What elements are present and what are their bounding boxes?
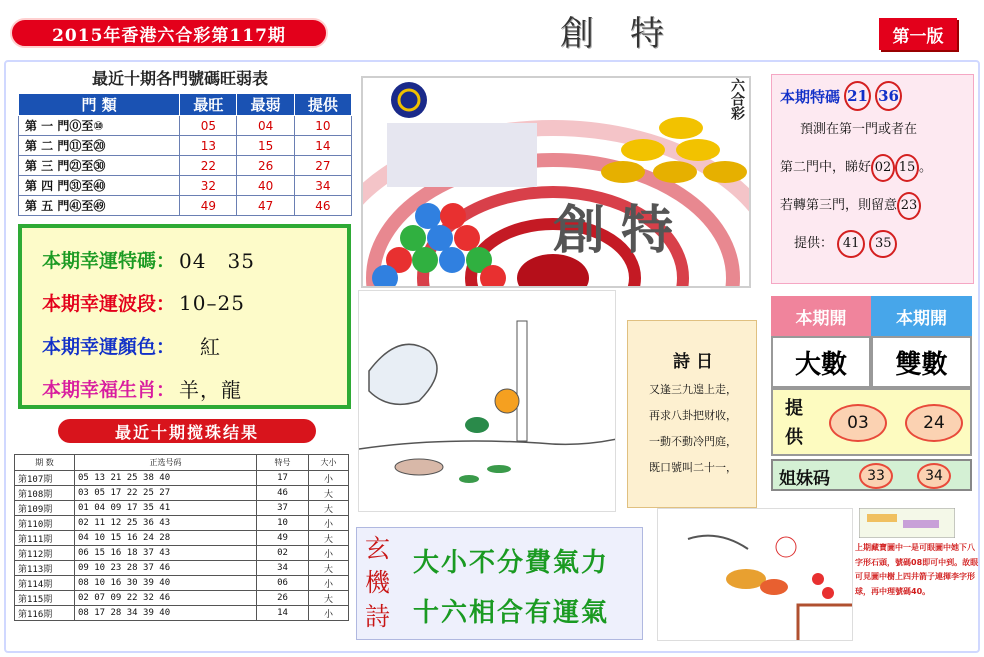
special-cell: 14 (257, 606, 309, 621)
lucky-row (42, 367, 347, 410)
mini-map (859, 508, 955, 538)
size-cell: 小 (309, 516, 349, 531)
logo-title: 創特 (553, 200, 690, 261)
nums-cell: 04 10 15 16 24 28 (75, 531, 257, 546)
table-row (15, 501, 349, 516)
col-header: 最旺 (180, 94, 237, 116)
min-cell: 15 (237, 136, 294, 156)
lucky-label: 本期幸運顏色： (42, 336, 176, 358)
special-num-small: 41 (837, 230, 865, 258)
brand-title: 創特 (560, 13, 700, 54)
lucky-label: 本期幸福生肖： (42, 379, 176, 401)
nums-cell: 02 11 12 25 36 43 (75, 516, 257, 531)
poem-line: 一動不動冷門庭， (649, 435, 737, 448)
door-cell: 第 二 門⑪至⑳ (19, 136, 180, 156)
sister-num: 33 (859, 463, 893, 489)
period-cell: 第116期 (15, 606, 75, 621)
results-table (14, 454, 349, 636)
max-cell: 49 (180, 196, 237, 216)
door-cell: 第 五 門㊶至㊾ (19, 196, 180, 216)
provide-box (771, 388, 972, 456)
nums-cell: 08 10 16 30 39 40 (75, 576, 257, 591)
size-cell: 大 (309, 531, 349, 546)
special-line: 若轉第三門，則留意 23 (780, 187, 965, 225)
shoreline (359, 439, 616, 449)
size-cell: 大 (309, 591, 349, 606)
period-cell: 第107期 (15, 471, 75, 486)
poem-title: 詩 日 (673, 352, 713, 372)
leaf (487, 465, 511, 473)
table-row (15, 471, 349, 486)
door-cell: 第 三 門㉑至㉚ (19, 156, 180, 176)
special-num-small: 35 (869, 230, 897, 258)
big-number-value: 大數 (771, 336, 871, 388)
treasure-illustration (657, 508, 853, 641)
leaf (459, 475, 479, 483)
max-cell: 13 (180, 136, 237, 156)
col-header: 特号 (257, 455, 309, 471)
flower (812, 573, 824, 585)
size-cell: 小 (309, 606, 349, 621)
table-row (15, 546, 349, 561)
period-cell: 第115期 (15, 591, 75, 606)
placeholder-box (387, 123, 537, 187)
max-cell: 22 (180, 156, 237, 176)
table-row (19, 136, 352, 156)
size-cell: 小 (309, 471, 349, 486)
ball (495, 389, 519, 413)
nums-cell: 08 17 28 34 39 40 (75, 606, 257, 621)
max-cell: 05 (180, 116, 237, 136)
lucky-box (18, 224, 351, 409)
special-header: 本期特碼 (780, 87, 841, 106)
pole (517, 321, 527, 441)
hk-jockey-logo (391, 82, 427, 118)
special-num: 21 (844, 81, 871, 111)
period-cell: 第110期 (15, 516, 75, 531)
special-num: 36 (875, 81, 902, 111)
treasure-scene (658, 509, 853, 641)
even-number-value: 雙數 (871, 336, 972, 388)
table-row (15, 606, 349, 621)
table-row (15, 576, 349, 591)
special-cell: 49 (257, 531, 309, 546)
table-row (15, 531, 349, 546)
special-cell: 46 (257, 486, 309, 501)
ball (776, 537, 796, 557)
provide-num: 24 (905, 404, 963, 442)
special-header-row (780, 81, 965, 111)
special-cell: 06 (257, 576, 309, 591)
table-row (19, 156, 352, 176)
strength-table (18, 93, 352, 215)
table-row (15, 486, 349, 501)
previous-hint-box (855, 508, 979, 643)
nums-cell: 05 13 21 25 38 40 (75, 471, 257, 486)
size-cell: 小 (309, 546, 349, 561)
nums-cell: 02 07 09 22 32 46 (75, 591, 257, 606)
sister-num: 34 (917, 463, 951, 489)
min-cell: 26 (237, 156, 294, 176)
special-line: 提供： 41 35 (780, 225, 965, 263)
table-row (15, 516, 349, 531)
provide-cell: 46 (294, 196, 351, 216)
provide-cell: 14 (294, 136, 351, 156)
col-header: 提供 (294, 94, 351, 116)
table-row (15, 591, 349, 606)
col-header: 期 数 (15, 455, 75, 471)
size-cell: 大 (309, 486, 349, 501)
period-cell: 第111期 (15, 531, 75, 546)
poem-line: 既口號叫二十一， (649, 461, 737, 474)
min-cell: 47 (237, 196, 294, 216)
strength-table-title: 最近十期各門號碼旺弱表 (91, 69, 268, 88)
special-code-panel (771, 74, 974, 284)
branch (688, 536, 748, 549)
table-row (19, 176, 352, 196)
poem-scroll (627, 320, 757, 508)
nums-cell: 09 10 23 28 37 46 (75, 561, 257, 576)
special-cell: 17 (257, 471, 309, 486)
special-cell: 34 (257, 561, 309, 576)
provide-cell: 34 (294, 176, 351, 196)
lucky-value: 羊，龍 (179, 378, 243, 402)
lucky-value: 04 35 (179, 249, 255, 273)
size-cell: 小 (309, 576, 349, 591)
door-cell: 第 四 門㉛至㊵ (19, 176, 180, 196)
door-cell: 第 一 門⓪至⑩ (19, 116, 180, 136)
results-title: 最近十期搅珠结果 (58, 419, 316, 443)
period-cell: 第109期 (15, 501, 75, 516)
rock (369, 344, 437, 404)
figure (726, 569, 766, 589)
mystic-side-label: 玄機詩 (365, 534, 391, 631)
size-cell: 大 (309, 561, 349, 576)
size-cell: 大 (309, 501, 349, 516)
lottery-name: 六合彩 (729, 78, 745, 120)
provide-label: 提供 (785, 398, 803, 448)
lucky-label: 本期幸運特碼： (42, 250, 176, 272)
lucky-value: 10–25 (179, 290, 245, 315)
poem-line: 再求八卦把财收， (649, 409, 737, 422)
period-cell: 第108期 (15, 486, 75, 501)
nums-cell: 03 05 17 22 25 27 (75, 486, 257, 501)
lucky-value: 紅 (179, 335, 222, 359)
nums-cell: 01 04 09 17 35 41 (75, 501, 257, 516)
sister-code-box (771, 459, 972, 491)
mystic-line: 大小不分費氣力 (413, 548, 610, 578)
min-cell: 40 (237, 176, 294, 196)
special-line: 第二門中，睇好 02 15 。 (780, 149, 965, 187)
special-num-small: 15 (895, 154, 919, 182)
special-num-small: 23 (897, 192, 921, 220)
big-small-panel (771, 296, 972, 491)
mystic-line: 十六相合有運氣 (413, 598, 610, 628)
col-header: 最弱 (237, 94, 294, 116)
special-cell: 02 (257, 546, 309, 561)
period-open-label: 本期開 (871, 296, 972, 336)
edition-badge: 第一版 (879, 18, 957, 50)
special-cell: 10 (257, 516, 309, 531)
period-cell: 第113期 (15, 561, 75, 576)
special-line: 預測在第一門或者在 (800, 122, 918, 137)
min-cell: 04 (237, 116, 294, 136)
special-num-small: 02 (871, 154, 895, 182)
provide-cell: 10 (294, 116, 351, 136)
table-row (19, 196, 352, 216)
crab-scene (359, 291, 616, 512)
crab-illustration (358, 290, 616, 512)
poem-line: 又逢三九遑上走， (649, 383, 737, 396)
mystic-poem-box (356, 527, 643, 640)
nums-cell: 06 15 16 18 37 43 (75, 546, 257, 561)
sister-label: 姐妹码 (779, 469, 830, 489)
period-cell: 第114期 (15, 576, 75, 591)
fence (798, 605, 853, 641)
hint-text: 上期藏寶圖中一是可眼圖中她下八字形石頭，號碼08即可中到。故眼可見圖中樹上四井箭子連揮李字形球，再中理號碼40。 (855, 543, 979, 596)
crab (465, 417, 489, 433)
stone (395, 459, 443, 475)
col-header: 正选号码 (75, 455, 257, 471)
table-row (15, 561, 349, 576)
flower (822, 587, 834, 599)
col-header: 門 類 (19, 94, 180, 116)
figure (760, 579, 788, 595)
period-open-label: 本期開 (771, 296, 871, 336)
special-cell: 26 (257, 591, 309, 606)
table-row (19, 116, 352, 136)
lucky-label: 本期幸運波段： (42, 293, 176, 315)
provide-cell: 27 (294, 156, 351, 176)
lucky-row (42, 324, 347, 367)
lucky-row (42, 238, 347, 281)
special-cell: 37 (257, 501, 309, 516)
issue-badge: 2015年香港六合彩第117期 (10, 18, 328, 48)
max-cell: 32 (180, 176, 237, 196)
col-header: 大小 (309, 455, 349, 471)
lucky-row (42, 281, 347, 324)
provide-num: 03 (829, 404, 887, 442)
period-cell: 第112期 (15, 546, 75, 561)
logo-panel (361, 76, 751, 288)
special-body (780, 111, 965, 263)
